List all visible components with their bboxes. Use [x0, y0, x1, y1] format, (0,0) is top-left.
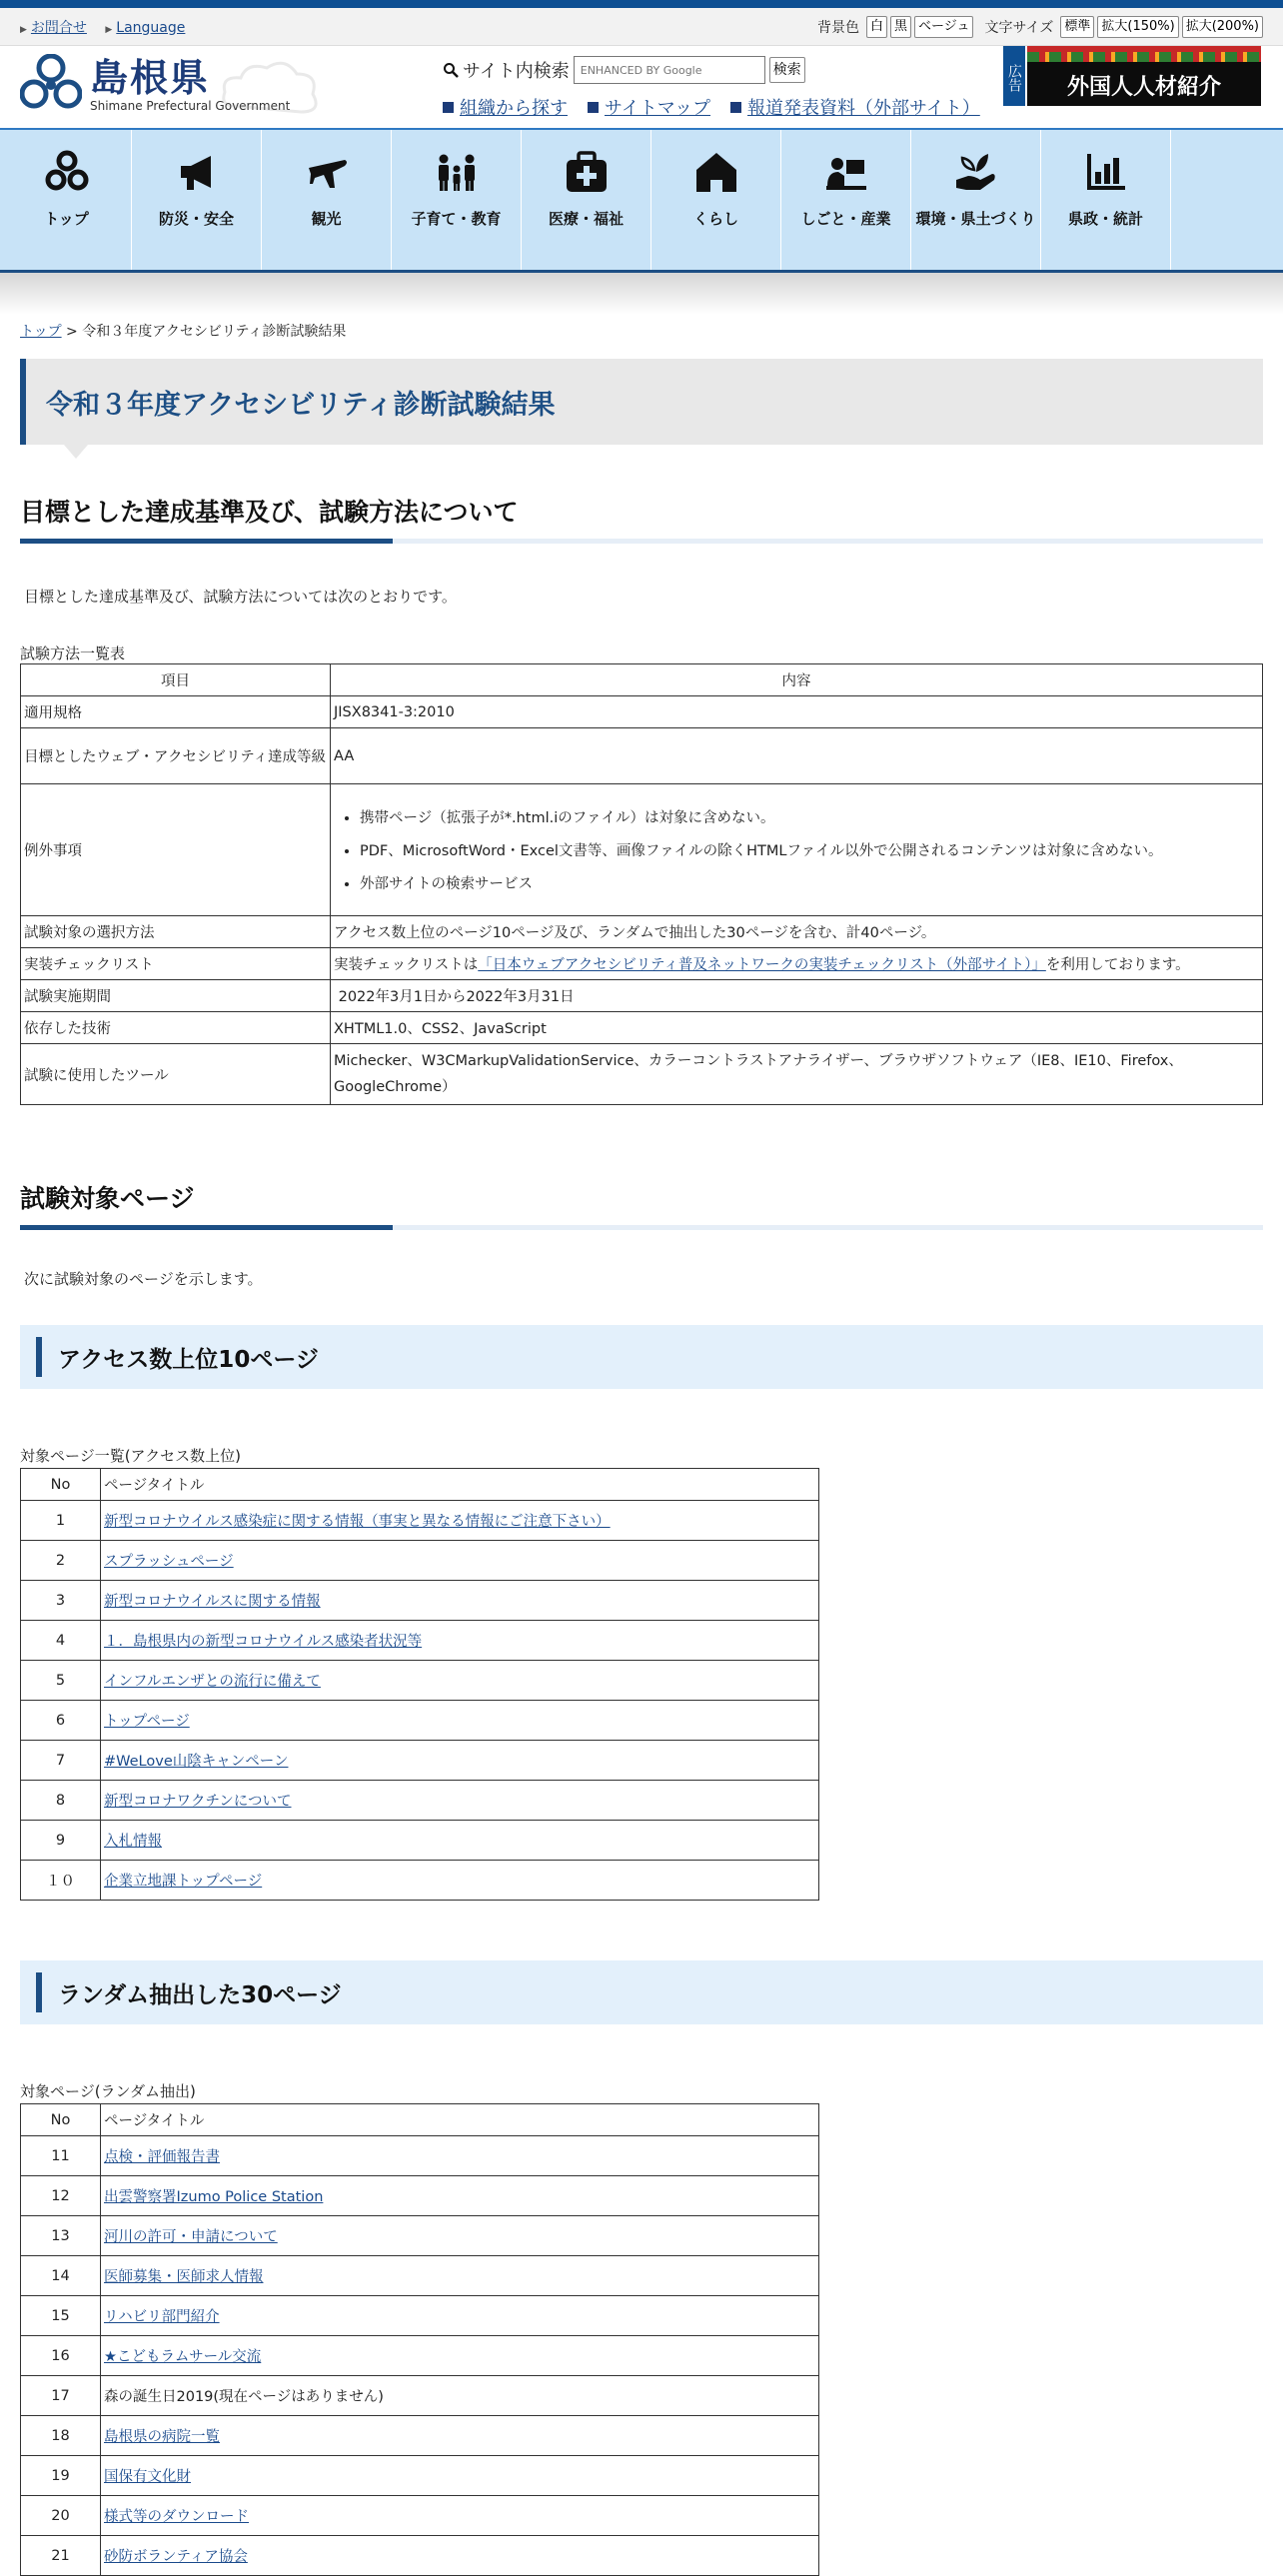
top10-caption: 対象ページ一覧(アクセス数上位) — [20, 1447, 241, 1465]
family-icon — [435, 150, 479, 194]
nav-item-top[interactable]: トップ — [2, 130, 132, 270]
nav-item-medical[interactable]: 医療・福祉 — [522, 130, 651, 270]
page-link[interactable]: 国保有文化財 — [104, 2469, 191, 2485]
breadcrumb-current: 令和３年度アクセシビリティ診断試験結果 — [82, 324, 347, 340]
row-key: 試験対象の選択方法 — [21, 916, 331, 948]
bg-beige-button[interactable]: ベージュ — [914, 16, 973, 38]
breadcrumb — [20, 321, 1263, 341]
row-number: 17 — [21, 2376, 101, 2416]
table-row — [21, 1621, 819, 1661]
checklist-link[interactable]: 「日本ウェブアクセシビリティ普及ネットワークの実装チェックリスト（外部サイト）」 — [478, 957, 1046, 973]
nav-item-government[interactable]: 県政・統計 — [1041, 130, 1171, 270]
arrow-icon: ▶ — [105, 24, 113, 35]
col-header-title: ページタイトル — [101, 2104, 819, 2136]
font-200-button[interactable]: 拡大(200%) — [1182, 16, 1263, 38]
row-number: 2 — [21, 1541, 101, 1581]
prefecture-emblem-icon — [20, 54, 82, 116]
row-value: アクセス数上位のページ10ページ及び、ランダムで抽出した30ページを含む、計40ページ。 — [331, 916, 1263, 948]
nav-item-living[interactable]: くらし — [651, 130, 781, 270]
table-row — [21, 980, 1263, 1012]
method-table-caption: 試験方法一覧表 — [20, 644, 126, 662]
press-release-link[interactable]: 報道発表資料（外部サイト） — [730, 94, 980, 120]
row-key: 目標としたウェブ・アクセシビリティ達成等級 — [21, 728, 331, 784]
page-link[interactable]: #WeLove山陰キャンペーン — [104, 1754, 289, 1770]
page-link[interactable]: インフルエンザとの流行に備えて — [104, 1674, 321, 1690]
row-title — [101, 2336, 819, 2376]
row-title — [101, 1541, 819, 1581]
table-row — [21, 728, 1263, 784]
row-number: 6 — [21, 1701, 101, 1741]
bg-black-button[interactable]: 黒 — [890, 16, 911, 38]
row-title — [101, 2416, 819, 2456]
row-title — [101, 2296, 819, 2336]
table-row — [21, 2216, 819, 2256]
nav-item-work[interactable]: しごと・産業 — [781, 130, 911, 270]
row-number: 8 — [21, 1781, 101, 1821]
main-content — [0, 321, 1283, 2576]
garland-decoration — [1027, 52, 1261, 62]
table-row — [21, 2296, 819, 2336]
row-number: 5 — [21, 1661, 101, 1701]
row-number: 13 — [21, 2216, 101, 2256]
font-size-label: 文字サイズ — [984, 19, 1054, 36]
page-link[interactable]: 様式等のダウンロード — [104, 2509, 249, 2525]
table-row — [21, 2496, 819, 2536]
list-item: • 外部サイトの検索サービス — [360, 872, 1259, 893]
row-title — [101, 1781, 819, 1821]
row-key: 実装チェックリスト — [21, 948, 331, 980]
top-icon — [45, 150, 89, 194]
ad-banner[interactable] — [1027, 46, 1261, 106]
table-header-row — [21, 664, 1263, 696]
list-item: • 携帯ページ（拡張子が*.html.iのファイル）は対象に含めない。 — [360, 806, 1259, 827]
page-link[interactable]: リハビリ部門紹介 — [104, 2309, 220, 2325]
nav-shadow — [0, 273, 1283, 315]
page-title: 令和３年度アクセシビリティ診断試験結果 — [20, 359, 1263, 445]
table-row — [21, 1044, 1263, 1105]
table-row — [21, 1501, 819, 1541]
row-title — [101, 2216, 819, 2256]
search-button[interactable]: 検索 — [769, 57, 805, 83]
table-row — [21, 916, 1263, 948]
row-value: JISX8341-3:2010 — [331, 696, 1263, 728]
arrow-icon: ▶ — [20, 24, 27, 35]
table-row — [21, 1821, 819, 1861]
hand-plant-icon — [954, 150, 998, 194]
page-link[interactable]: 新型コロナウイルスに関する情報 — [104, 1594, 321, 1610]
row-number: １０ — [21, 1861, 101, 1901]
col-header-no: No — [21, 1469, 101, 1501]
nav-item-childcare[interactable]: 子育て・教育 — [392, 130, 522, 270]
square-bullet-icon — [588, 102, 599, 113]
row-title — [101, 2496, 819, 2536]
bar-chart-icon — [1084, 150, 1128, 194]
criteria-intro: 目標とした達成基準及び、試験方法については次のとおりです。 — [24, 588, 457, 606]
row-key: 依存した技術 — [21, 1012, 331, 1044]
cloud-decoration-icon — [215, 56, 325, 126]
utility-bar — [0, 8, 1283, 46]
font-standard-button[interactable]: 標準 — [1060, 16, 1094, 38]
worker-icon — [824, 150, 868, 194]
row-value — [331, 784, 1263, 916]
table-header-row — [21, 1469, 819, 1501]
row-number: 18 — [21, 2416, 101, 2456]
search-label: サイト内検索 — [463, 61, 570, 82]
table-row — [21, 1741, 819, 1781]
row-number: 3 — [21, 1581, 101, 1621]
row-title — [101, 1741, 819, 1781]
row-key: 試験実施期間 — [21, 980, 331, 1012]
ad-banner-text: 外国人人材紹介 — [1066, 74, 1221, 100]
page-link[interactable]: 新型コロナワクチンについて — [104, 1794, 292, 1810]
table-row — [21, 2336, 819, 2376]
ad-label: 広告 — [1003, 46, 1025, 106]
row-title: 森の誕生日2019(現在ページはありません) — [101, 2376, 819, 2416]
row-number: 12 — [21, 2176, 101, 2216]
utility-links — [20, 17, 199, 37]
table-row — [21, 2456, 819, 2496]
row-value: 2022年3月1日から2022年3月31日 — [331, 980, 1263, 1012]
site-search — [443, 56, 980, 120]
bg-white-button[interactable]: 白 — [866, 16, 887, 38]
logo-subtitle: Shimane Prefectural Government — [90, 99, 291, 113]
row-title — [101, 2136, 819, 2176]
page-link[interactable]: 入札情報 — [104, 1834, 162, 1850]
site-header — [0, 46, 1283, 128]
table-row — [21, 1541, 819, 1581]
airplane-icon — [305, 150, 349, 194]
heading-target-pages: 試験対象ページ — [20, 1179, 1263, 1230]
square-bullet-icon — [443, 102, 454, 113]
row-key: 例外事項 — [21, 784, 331, 916]
house-icon — [694, 150, 738, 194]
row-number: 11 — [21, 2136, 101, 2176]
table-row — [21, 1661, 819, 1701]
row-value: AA — [331, 728, 1263, 784]
row-number: 1 — [21, 1501, 101, 1541]
top-stripe — [0, 0, 1283, 8]
table-row — [21, 1861, 819, 1901]
page-link[interactable]: 企業立地課トップページ — [104, 1874, 263, 1890]
bg-color-label: 背景色 — [816, 19, 859, 36]
sitemap-link[interactable]: サイトマップ — [588, 94, 710, 120]
col-header-item: 項目 — [21, 664, 331, 696]
page-link[interactable]: 河川の許可・申請について — [104, 2229, 278, 2245]
row-value: 実装チェックリストは「日本ウェブアクセシビリティ普及ネットワークの実装チェックリスト（外部サイト）」を利用しております。 — [331, 948, 1263, 980]
heading-random30: ランダム抽出した30ページ — [20, 1960, 1263, 2024]
row-number: 21 — [21, 2536, 101, 2576]
list-item: • PDF、MicrosoftWord・Excel文書等、画像ファイルの除くHTMLファイル以外で公開されるコンテンツは対象に含めない。 — [360, 839, 1259, 860]
row-key: 試験に使用したツール — [21, 1044, 331, 1105]
square-bullet-icon — [730, 102, 741, 113]
table-row — [21, 2376, 819, 2416]
display-settings — [809, 16, 1263, 38]
megaphone-icon — [175, 150, 219, 194]
col-header-title: ページタイトル — [101, 1469, 819, 1501]
row-title — [101, 2176, 819, 2216]
table-row — [21, 948, 1263, 980]
table-row — [21, 1781, 819, 1821]
row-title — [101, 1821, 819, 1861]
breadcrumb-separator: > — [61, 324, 83, 340]
table-row — [21, 1581, 819, 1621]
row-number: 7 — [21, 1741, 101, 1781]
breadcrumb-top-link[interactable]: トップ — [20, 324, 62, 340]
table-row — [21, 2536, 819, 2576]
table-row — [21, 2416, 819, 2456]
row-title — [101, 1581, 819, 1621]
nav-item-disaster[interactable]: 防災・安全 — [132, 130, 262, 270]
contact-link[interactable]: お問合せ — [30, 19, 87, 36]
random30-caption: 対象ページ(ランダム抽出) — [20, 2082, 196, 2100]
font-150-button[interactable]: 拡大(150%) — [1097, 16, 1178, 38]
header-links — [443, 94, 980, 120]
table-row — [21, 2256, 819, 2296]
table-row — [21, 1012, 1263, 1044]
org-search-link[interactable]: 組織から探す — [443, 94, 568, 120]
row-key: 適用規格 — [21, 696, 331, 728]
row-title — [101, 1701, 819, 1741]
row-title — [101, 2256, 819, 2296]
page-link[interactable]: １．島根県内の新型コロナウイルス感染者状況等 — [104, 1634, 423, 1650]
row-number: 15 — [21, 2296, 101, 2336]
table-row — [21, 784, 1263, 916]
logo-title: 島根県 — [90, 56, 211, 100]
row-number: 16 — [21, 2336, 101, 2376]
table-row — [21, 696, 1263, 728]
global-nav — [0, 128, 1283, 273]
page-link[interactable]: 新型コロナウイルス感染症に関する情報（事実と異なる情報にご注意下さい） — [104, 1514, 611, 1530]
page-link[interactable]: 砂防ボランティア協会 — [104, 2549, 248, 2565]
search-icon — [443, 62, 459, 78]
medical-bag-icon — [565, 150, 609, 194]
table-row — [21, 1701, 819, 1741]
search-input[interactable] — [574, 56, 765, 84]
row-title — [101, 1661, 819, 1701]
heading-criteria: 目標とした達成基準及び、試験方法について — [20, 493, 1263, 544]
page-link[interactable]: トップページ — [104, 1714, 190, 1730]
row-number: 4 — [21, 1621, 101, 1661]
method-table — [20, 663, 1263, 1105]
col-header-content: 内容 — [331, 664, 1263, 696]
page-link[interactable]: 島根県の病院一覧 — [104, 2429, 220, 2445]
random30-table — [20, 2103, 819, 2576]
row-title — [101, 1501, 819, 1541]
row-title — [101, 2536, 819, 2576]
col-header-no: No — [21, 2104, 101, 2136]
table-header-row — [21, 2104, 819, 2136]
exceptions-list — [334, 806, 1259, 893]
page-link[interactable]: 出雲警察署Izumo Police Station — [104, 2189, 324, 2205]
page-link[interactable]: 医師募集・医師求人情報 — [104, 2269, 264, 2285]
table-row — [21, 2136, 819, 2176]
language-link[interactable]: Language — [116, 19, 186, 36]
target-pages-intro: 次に試験対象のページを示します。 — [24, 1270, 263, 1288]
row-title — [101, 1861, 819, 1901]
row-title — [101, 2456, 819, 2496]
row-title — [101, 1621, 819, 1661]
row-number: 19 — [21, 2456, 101, 2496]
nav-item-tourism[interactable]: 観光 — [262, 130, 392, 270]
table-row — [21, 2176, 819, 2216]
row-number: 9 — [21, 1821, 101, 1861]
heading-top10: アクセス数上位10ページ — [20, 1325, 1263, 1389]
page-link[interactable]: スプラッシュページ — [104, 1554, 234, 1570]
nav-item-environment[interactable]: 環境・県土づくり — [911, 130, 1041, 270]
top10-table — [20, 1468, 819, 1901]
page-link[interactable]: ★こどもラムサール交流 — [104, 2349, 262, 2365]
row-number: 14 — [21, 2256, 101, 2296]
row-value: Michecker、W3CMarkupValidationService、カラーコントラストアナライザー、ブラウザソフトウェア（IE8、IE10、Firefox、GoogleChrome） — [331, 1044, 1263, 1105]
row-value: XHTML1.0、CSS2、JavaScript — [331, 1012, 1263, 1044]
row-number: 20 — [21, 2496, 101, 2536]
page-link[interactable]: 点検・評価報告書 — [104, 2149, 220, 2165]
